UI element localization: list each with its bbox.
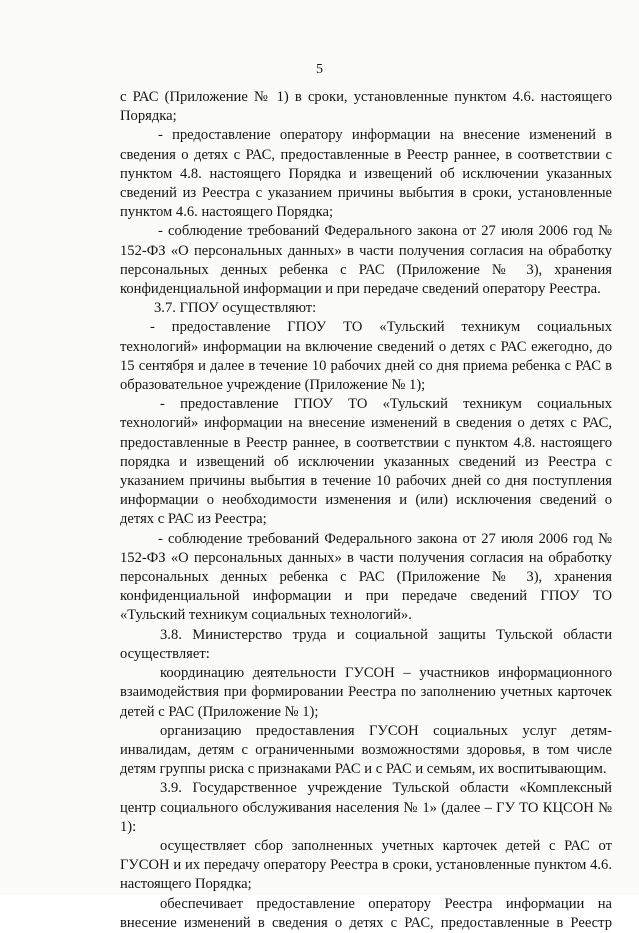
document-body [120,88,612,933]
paragraph: обеспечивает предоставление оператору Реестра информации на внесение изменений в сведения о детях с РАС, предоставленные в Реестр [120,895,612,931]
page-number: 5 [316,62,323,77]
paragraph: - соблюдение требований Федерального закона от 27 июля 2006 год № 152-ФЗ «О персональных данных» в части получения согласия на обработку персональных денных ребенка с РАС (Приложение № 3), хранения конфиденциальной информации и при передаче сведений оператору Реестра. [120,223,612,298]
paragraph: организацию предоставления ГУСОН социальных услуг детям-инвалидам, детям с ограниченными возможностями здоровья, в том числе детям группы риска с признаками РАС и с РАС и семьям, их воспитывающим. [120,722,612,778]
paragraph: - предоставление ГПОУ ТО «Тульский техникум социальных технологий» информации на внесение изменений в сведения о детях с РАС, предоставленные в Реестр раннее, в соответствии с пунктом 4.8. настоящего порядка и извещений об исключении указанных сведений из Реестра с указанием причины выбытия в течение 10 рабочих дней со дня поступления информации о необходимости изменения и (или) исключения сведений о детях с РАС из Реестра; [120,396,612,528]
section-heading: 3.7. ГПОУ осуществляют: [154,300,317,317]
paragraph: осуществляет сбор заполненных учетных карточек детей с РАС от ГУСОН и их передачу оператору Реестра в сроки, установленные пунктом 4.6. настоящего Порядка; [120,837,612,893]
paragraph: координацию деятельности ГУСОН – участников информационного взаимодействия при формировании Реестра по заполнению учетных карточек детей с РАС (Приложение № 1); [120,665,612,720]
paragraph: - соблюдение требований Федерального закона от 27 июля 2006 год № 152-ФЗ «О персональных данных» в части получения согласия на обработку персональных денных ребенка с РАС (Приложение № 3), хранения конфиденциальной информации и при передаче сведений ГПОУ ТО «Тульский техникум социальных технологий». [120,530,612,624]
section-heading: 3.8. Министерство труда и социальной защиты Тульской области осуществляет: [120,626,612,662]
paragraph: - предоставление оператору информации на внесение изменений в сведения о детях с РАС, предоставленные в Реестр раннее, в соответствии с пунктом 4.8. настоящего Порядка и извещений об исключении указанных сведений из Реестра с указанием причины выбытия в сроки, установленные пунктом 4.6. настоящего Порядка; [120,127,612,221]
section-heading: 3.9. Государственное учреждение Тульской области «Комплексный центр социального обслуживания населения № 1» (далее – ГУ ТО КЦСОН № 1): [120,780,612,835]
paragraph: - предоставление ГПОУ ТО «Тульский техникум социальных технологий» информации на включение сведений о детях с РАС ежегодно, до 15 сентября и далее в течение 10 рабочих дней со дня приема ребенка с РАС в образовательное учреждение (Приложение № 1); [120,319,612,394]
paragraph: с РАС (Приложение № 1) в сроки, установленные пунктом 4.6. настоящего Порядка; [120,89,612,125]
